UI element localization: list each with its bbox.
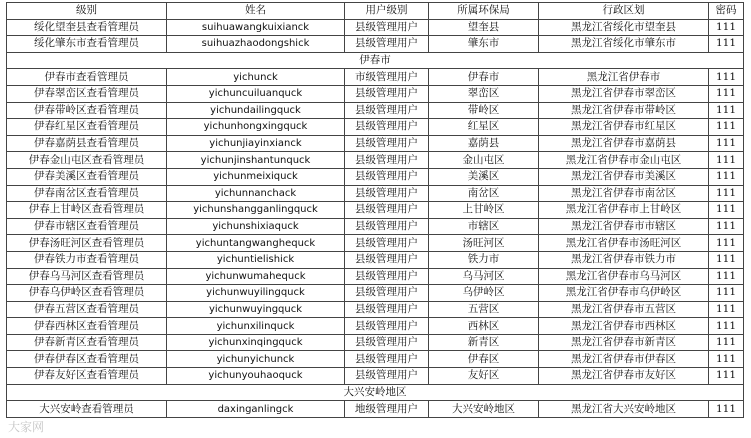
table-row — [7, 69, 744, 86]
cell-bureau: 伊春区 — [429, 351, 539, 368]
table-body-daxinganling — [7, 401, 744, 418]
cell-bureau: 嘉荫县 — [429, 135, 539, 152]
table-row — [7, 318, 744, 335]
section-daxinganling — [7, 384, 744, 401]
cell-region: 黑龙江省伊春市汤旺河区 — [539, 235, 709, 252]
table-row — [7, 202, 744, 219]
cell-user-level: 地级管理用户 — [345, 401, 429, 418]
cell-username: yichunxilinquck — [167, 318, 345, 335]
cell-password: 111 — [709, 85, 744, 102]
cell-bureau: 上甘岭区 — [429, 202, 539, 219]
cell-password: 111 — [709, 119, 744, 136]
cell-bureau: 友好区 — [429, 368, 539, 385]
header-region: 行政区划 — [539, 3, 709, 20]
cell-region: 黑龙江省伊春市金山屯区 — [539, 152, 709, 169]
cell-password: 111 — [709, 135, 744, 152]
cell-password: 111 — [709, 235, 744, 252]
cell-region: 黑龙江省伊春市新青区 — [539, 334, 709, 351]
watermark-text: 大家网 — [8, 420, 45, 434]
cell-user-level: 县级管理用户 — [345, 36, 429, 53]
table-row — [7, 119, 744, 136]
cell-username: yichunyouhaoquck — [167, 368, 345, 385]
cell-bureau: 汤旺河区 — [429, 235, 539, 252]
cell-username: yichunck — [167, 69, 345, 86]
cell-password: 111 — [709, 102, 744, 119]
cell-role: 伊春汤旺河区查看管理员 — [7, 235, 167, 252]
cell-region: 黑龙江省伊春市美溪区 — [539, 168, 709, 185]
table-row — [7, 185, 744, 202]
cell-role: 伊春带岭区查看管理员 — [7, 102, 167, 119]
header-username: 姓名 — [167, 3, 345, 20]
table-row — [7, 85, 744, 102]
cell-username: yichunmeixiquck — [167, 168, 345, 185]
cell-bureau: 伊春市 — [429, 69, 539, 86]
cell-bureau: 肇东市 — [429, 36, 539, 53]
cell-password: 111 — [709, 268, 744, 285]
cell-user-level: 县级管理用户 — [345, 102, 429, 119]
cell-role: 伊春乌伊岭区查看管理员 — [7, 285, 167, 302]
cell-password: 111 — [709, 168, 744, 185]
cell-user-level: 县级管理用户 — [345, 119, 429, 136]
cell-username: suihuazhaodongshick — [167, 36, 345, 53]
cell-password: 111 — [709, 218, 744, 235]
cell-username: yichunyichunck — [167, 351, 345, 368]
cell-role: 伊春友好区查看管理员 — [7, 368, 167, 385]
section-yichun — [7, 52, 744, 69]
table-row — [7, 152, 744, 169]
cell-username: yichuncuiluanquck — [167, 85, 345, 102]
cell-password: 111 — [709, 152, 744, 169]
cell-user-level: 县级管理用户 — [345, 285, 429, 302]
cell-user-level: 县级管理用户 — [345, 368, 429, 385]
table-row — [7, 351, 744, 368]
cell-password: 111 — [709, 69, 744, 86]
section-row-daxinganling — [7, 384, 744, 401]
cell-bureau: 翠峦区 — [429, 85, 539, 102]
cell-bureau: 五营区 — [429, 301, 539, 318]
cell-username: yichunshixiaquck — [167, 218, 345, 235]
header-user-level: 用户级别 — [345, 3, 429, 20]
cell-username: yichuntielishick — [167, 251, 345, 268]
cell-bureau: 市辖区 — [429, 218, 539, 235]
cell-password: 111 — [709, 301, 744, 318]
cell-password: 111 — [709, 334, 744, 351]
cell-username: yichunshangganlingquck — [167, 202, 345, 219]
table-row — [7, 285, 744, 302]
cell-username: yichunwumahequck — [167, 268, 345, 285]
table-row — [7, 251, 744, 268]
cell-password: 111 — [709, 36, 744, 53]
cell-region: 黑龙江省绥化市肇东市 — [539, 36, 709, 53]
cell-role: 大兴安岭查看管理员 — [7, 401, 167, 418]
cell-username: suihuawangkuixianck — [167, 19, 345, 36]
cell-password: 111 — [709, 318, 744, 335]
cell-region: 黑龙江省伊春市铁力市 — [539, 251, 709, 268]
cell-region: 黑龙江省伊春市市辖区 — [539, 218, 709, 235]
cell-region: 黑龙江省伊春市带岭区 — [539, 102, 709, 119]
cell-user-level: 县级管理用户 — [345, 251, 429, 268]
cell-bureau: 带岭区 — [429, 102, 539, 119]
cell-user-level: 县级管理用户 — [345, 301, 429, 318]
table-row — [7, 102, 744, 119]
cell-password: 111 — [709, 351, 744, 368]
table-row — [7, 368, 744, 385]
cell-password: 111 — [709, 401, 744, 418]
table-header-row — [7, 3, 744, 20]
cell-role: 伊春红星区查看管理员 — [7, 119, 167, 136]
cell-user-level: 县级管理用户 — [345, 334, 429, 351]
cell-role: 绥化望奎县查看管理员 — [7, 19, 167, 36]
cell-region: 黑龙江省绥化市望奎县 — [539, 19, 709, 36]
cell-role: 伊春乌马河区查看管理员 — [7, 268, 167, 285]
header-password: 密码 — [709, 3, 744, 20]
table-body-top — [7, 19, 744, 52]
cell-password: 111 — [709, 19, 744, 36]
cell-role: 伊春铁力市查看管理员 — [7, 251, 167, 268]
cell-user-level: 县级管理用户 — [345, 202, 429, 219]
cell-password: 111 — [709, 185, 744, 202]
cell-region: 黑龙江省伊春市上甘岭区 — [539, 202, 709, 219]
cell-bureau: 红星区 — [429, 119, 539, 136]
table-row — [7, 235, 744, 252]
cell-region: 黑龙江省伊春市嘉荫县 — [539, 135, 709, 152]
cell-username: yichunwuyilingquck — [167, 285, 345, 302]
cell-user-level: 县级管理用户 — [345, 268, 429, 285]
header-bureau: 所属环保局 — [429, 3, 539, 20]
cell-password: 111 — [709, 251, 744, 268]
cell-region: 黑龙江省伊春市红星区 — [539, 119, 709, 136]
cell-password: 111 — [709, 368, 744, 385]
cell-bureau: 美溪区 — [429, 168, 539, 185]
cell-user-level: 县级管理用户 — [345, 152, 429, 169]
cell-bureau: 西林区 — [429, 318, 539, 335]
table-row — [7, 168, 744, 185]
cell-user-level: 县级管理用户 — [345, 235, 429, 252]
cell-region: 黑龙江省伊春市伊春区 — [539, 351, 709, 368]
table-row — [7, 19, 744, 36]
cell-password: 111 — [709, 202, 744, 219]
cell-role: 伊春西林区查看管理员 — [7, 318, 167, 335]
cell-bureau: 大兴安岭地区 — [429, 401, 539, 418]
cell-bureau: 金山屯区 — [429, 152, 539, 169]
section-row-yichun — [7, 52, 744, 69]
cell-user-level: 县级管理用户 — [345, 218, 429, 235]
cell-region: 黑龙江省伊春市南岔区 — [539, 185, 709, 202]
cell-user-level: 县级管理用户 — [345, 85, 429, 102]
cell-region: 黑龙江省伊春市五营区 — [539, 301, 709, 318]
cell-password: 111 — [709, 285, 744, 302]
cell-role: 绥化肇东市查看管理员 — [7, 36, 167, 53]
cell-role: 伊春南岔区查看管理员 — [7, 185, 167, 202]
table-row — [7, 334, 744, 351]
table-row — [7, 36, 744, 53]
cell-role: 伊春伊春区查看管理员 — [7, 351, 167, 368]
cell-region: 黑龙江省伊春市友好区 — [539, 368, 709, 385]
cell-bureau: 乌伊岭区 — [429, 285, 539, 302]
cell-region: 黑龙江省大兴安岭地区 — [539, 401, 709, 418]
table-row — [7, 301, 744, 318]
table-row — [7, 218, 744, 235]
table-row — [7, 401, 744, 418]
admin-account-table — [6, 2, 744, 418]
cell-username: yichunjiayinxianck — [167, 135, 345, 152]
cell-user-level: 县级管理用户 — [345, 351, 429, 368]
cell-role: 伊春金山屯区查看管理员 — [7, 152, 167, 169]
header-role: 级别 — [7, 3, 167, 20]
cell-role: 伊春美溪区查看管理员 — [7, 168, 167, 185]
cell-username: daxinganlingck — [167, 401, 345, 418]
cell-bureau: 望奎县 — [429, 19, 539, 36]
cell-bureau: 乌马河区 — [429, 268, 539, 285]
cell-username: yichunhongxingquck — [167, 119, 345, 136]
table-body-yichun — [7, 69, 744, 384]
cell-bureau: 南岔区 — [429, 185, 539, 202]
cell-username: yichuntangwanghequck — [167, 235, 345, 252]
cell-region: 黑龙江省伊春市乌伊岭区 — [539, 285, 709, 302]
cell-region: 黑龙江省伊春市翠峦区 — [539, 85, 709, 102]
cell-role: 伊春新青区查看管理员 — [7, 334, 167, 351]
cell-role: 伊春市查看管理员 — [7, 69, 167, 86]
cell-user-level: 县级管理用户 — [345, 135, 429, 152]
cell-region: 黑龙江省伊春市乌马河区 — [539, 268, 709, 285]
cell-bureau: 铁力市 — [429, 251, 539, 268]
cell-region: 黑龙江省伊春市西林区 — [539, 318, 709, 335]
cell-user-level: 市级管理用户 — [345, 69, 429, 86]
cell-user-level: 县级管理用户 — [345, 185, 429, 202]
cell-username: yichunxinqingquck — [167, 334, 345, 351]
table-row — [7, 268, 744, 285]
cell-user-level: 县级管理用户 — [345, 168, 429, 185]
cell-username: yichunwuyingquck — [167, 301, 345, 318]
cell-role: 伊春嘉荫县查看管理员 — [7, 135, 167, 152]
cell-region: 黑龙江省伊春市 — [539, 69, 709, 86]
cell-role: 伊春五营区查看管理员 — [7, 301, 167, 318]
cell-user-level: 县级管理用户 — [345, 318, 429, 335]
cell-role: 伊春上甘岭区查看管理员 — [7, 202, 167, 219]
cell-role: 伊春翠峦区查看管理员 — [7, 85, 167, 102]
cell-user-level: 县级管理用户 — [345, 19, 429, 36]
section-title-yichun: 伊春市 — [7, 52, 744, 69]
cell-username: yichundailingquck — [167, 102, 345, 119]
section-title-daxinganling: 大兴安岭地区 — [7, 384, 744, 401]
table-row — [7, 135, 744, 152]
cell-username: yichunnanchack — [167, 185, 345, 202]
cell-bureau: 新青区 — [429, 334, 539, 351]
cell-role: 伊春市辖区查看管理员 — [7, 218, 167, 235]
cell-username: yichunjinshantunquck — [167, 152, 345, 169]
